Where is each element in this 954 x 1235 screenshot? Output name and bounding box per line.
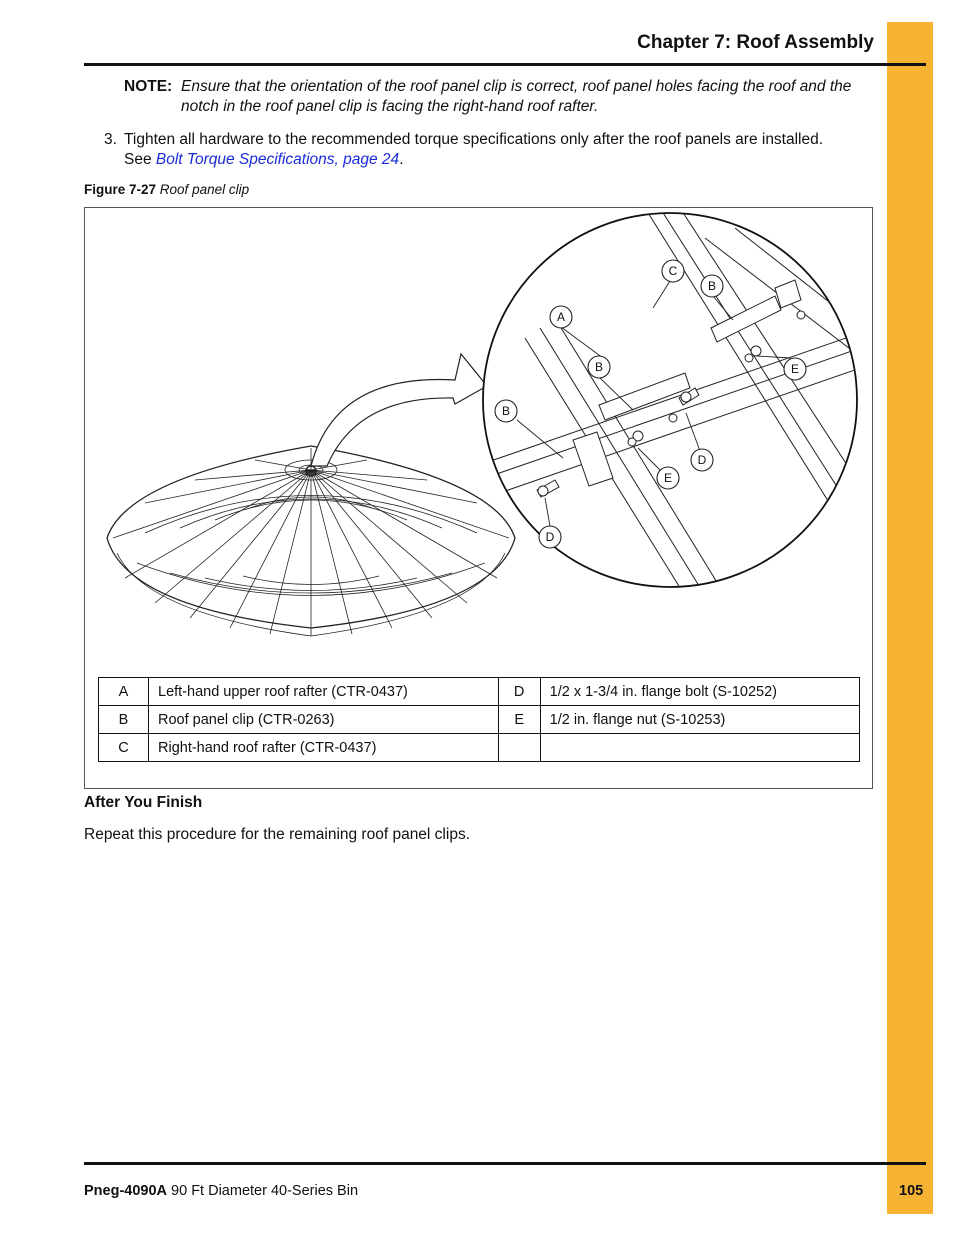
figure-caption [84, 182, 249, 197]
callout-e-label-1: E [663, 471, 673, 485]
figure-number: Figure 7-27 [84, 182, 157, 197]
note-block [124, 77, 864, 117]
callout-e-label-2: E [790, 362, 800, 376]
detail-pointer-arrow [311, 354, 487, 466]
roof-dome-drawing [107, 446, 515, 636]
callout-d-label-2: D [697, 453, 707, 467]
after-you-finish-text: Repeat this procedure for the remaining roof panel clips. [84, 826, 470, 843]
note-text: Ensure that the orientation of the roof panel clip is correct, roof panel holes facing the roof and the notch in the roof panel clip is facing the right-hand roof rafter. [181, 78, 852, 115]
step-3 [104, 130, 844, 170]
chapter-side-tab [887, 22, 933, 1214]
part-description: Roof panel clip (CTR-0263) [149, 706, 499, 734]
part-description: 1/2 in. flange nut (S-10253) [540, 706, 859, 734]
footer-rule [84, 1162, 926, 1165]
footer-doc-title: 90 Ft Diameter 40-Series Bin [167, 1183, 359, 1199]
part-letter: D [498, 678, 540, 706]
table-row [99, 678, 860, 706]
part-letter: B [99, 706, 149, 734]
callout-d-label-1: D [545, 530, 555, 544]
part-description: Right-hand roof rafter (CTR-0437) [149, 734, 499, 762]
after-you-finish-heading: After You Finish [84, 794, 203, 811]
part-letter: C [99, 734, 149, 762]
chapter-title: Chapter 7: Roof Assembly [637, 32, 874, 53]
step-text-after: . [399, 151, 404, 168]
callout-b-label-2: B [501, 404, 511, 418]
step-number: 3. [104, 131, 117, 148]
figure-title: Roof panel clip [159, 182, 250, 197]
part-letter: A [99, 678, 149, 706]
part-description: 1/2 x 1-3/4 in. flange bolt (S-10252) [540, 678, 859, 706]
part-description: Left-hand upper roof rafter (CTR-0437) [149, 678, 499, 706]
footer-doc-id: Pneg-4090A [84, 1183, 168, 1199]
torque-spec-link[interactable]: Bolt Torque Specifications, page 24 [155, 151, 400, 168]
table-row [99, 734, 860, 762]
header-rule [84, 63, 926, 66]
note-label: NOTE: [124, 78, 173, 95]
callout-a-label: A [556, 310, 566, 324]
page-number: 105 [899, 1183, 924, 1199]
footer-document [84, 1183, 358, 1199]
parts-table [98, 677, 860, 762]
step-text-before: Tighten all hardware to the recommended torque specifications only after the roof panels are installed. See [124, 131, 824, 168]
table-row [99, 706, 860, 734]
callout-b-label-1: B [594, 360, 604, 374]
step-text [124, 130, 844, 170]
part-letter [498, 734, 540, 762]
callout-b-label-3: B [707, 279, 717, 293]
callout-c-label: C [668, 264, 678, 278]
part-description [540, 734, 859, 762]
part-letter: E [498, 706, 540, 734]
